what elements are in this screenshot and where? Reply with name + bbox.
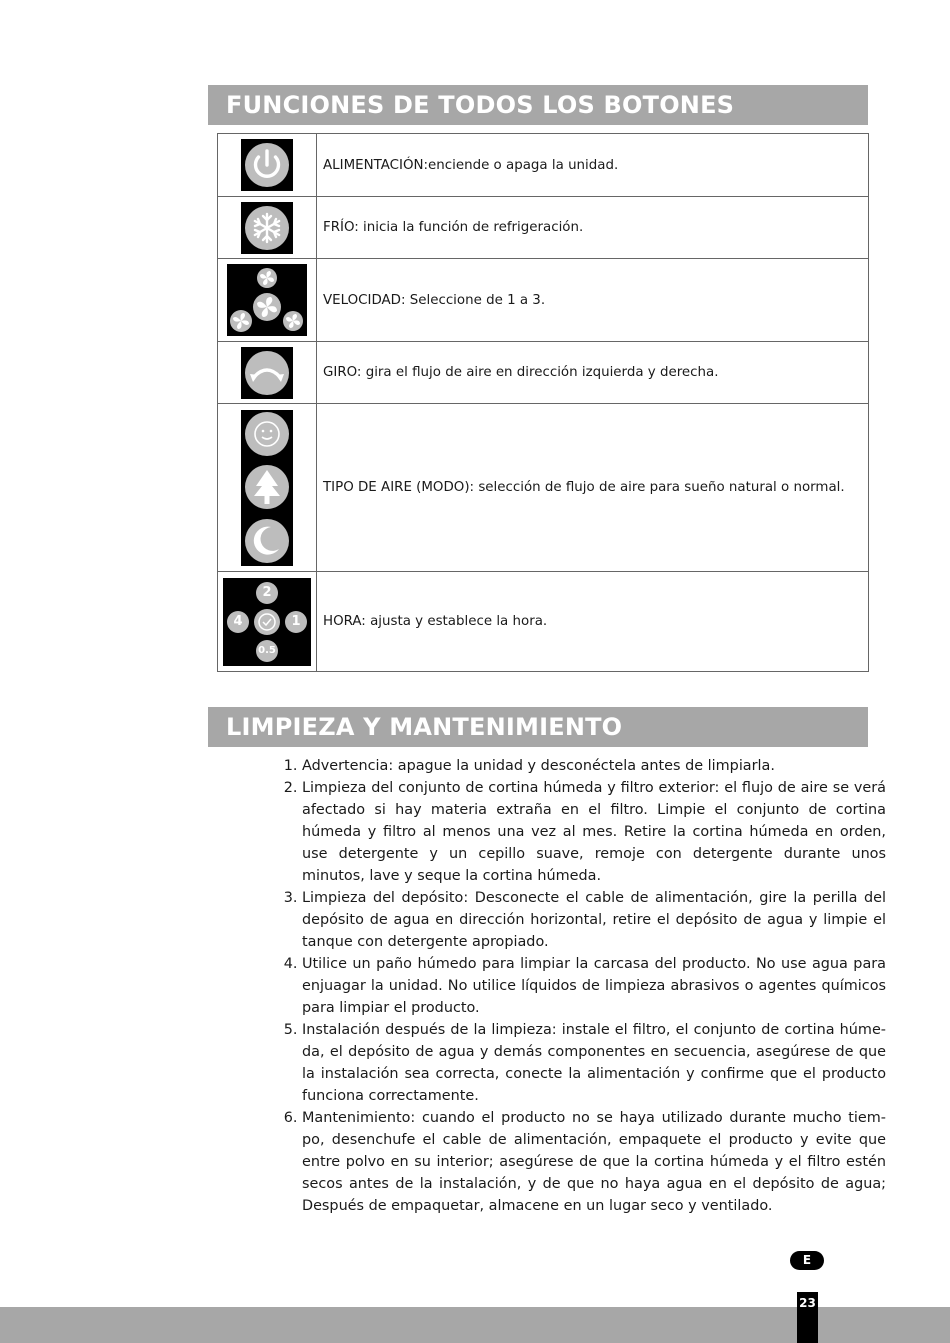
list-item: 2. Limpieza del conjunto de cortina húmeda y filtro exterior: el flujo de aire se verá afectado si hay materia extraña en el filtro. Limpie el conjunto de cortina húmeda y filtro al menos una vez al mes. Retire la cortina húmeda en orden, use detergente y un cepillo suave, remoje con detergente durante unos minutos, lave y seque la cortina húmeda. — [302, 777, 886, 887]
table-row — [218, 259, 869, 342]
moon-icon — [245, 519, 289, 563]
list-item: 4. Utilice un paño húmedo para limpiar la carcasa del producto. No use agua para enjuagar la unidad. No utilice líquidos de limpieza abrasivos o agentes químicos para limpiar el producto. — [302, 953, 886, 1019]
list-item: 5. Instalación después de la limpieza: instale el filtro, el conjunto de cortina húme-da, el depósito de agua y demás componentes en secuencia, asegúrese de que la instalación sea correcta, conecte la alimentación y confirme que el producto funciona correctamente. — [302, 1019, 886, 1107]
function-description: GIRO: gira el flujo de aire en dirección izquierda y derecha. — [317, 342, 869, 404]
section-header-functions — [208, 85, 868, 125]
timer-label-half-hour: 0.5 — [258, 644, 276, 656]
swing-icon — [241, 347, 293, 399]
table-row — [218, 134, 869, 197]
table-row — [218, 197, 869, 259]
language-badge: E — [790, 1251, 824, 1270]
fan-speed-icon — [227, 264, 307, 336]
snowflake-icon — [241, 202, 293, 254]
page-number: 23 — [797, 1292, 818, 1343]
timer-icon — [223, 578, 311, 666]
tree-icon — [245, 465, 289, 509]
timer-label-2h: 2 — [262, 584, 272, 600]
list-item: 6. Mantenimiento: cuando el producto no se haya utilizado durante mucho tiem-po, desenchufe el cable de alimentación, empaquete el producto y evite que entre polvo en su interior; asegúrese de que la cortina húmeda y el filtro estén secos antes de la instalación, y de que no haya agua en el depósito de agua; Después de empaquetar, almacene en un lugar seco y ventilado. — [302, 1107, 886, 1217]
function-description: FRÍO: inicia la función de refrigeración. — [317, 197, 869, 259]
section-title: LIMPIEZA Y MANTENIMIENTO — [226, 713, 623, 741]
function-description: VELOCIDAD: Seleccione de 1 a 3. — [317, 259, 869, 342]
table-row — [218, 572, 869, 672]
section-title: FUNCIONES DE TODOS LOS BOTONES — [226, 91, 735, 119]
list-item: 3. Limpieza del depósito: Desconecte el cable de alimentación, gire la perilla del depósito de agua en dirección horizontal, retire el depósito de agua y limpie el tanque con detergente apropiado. — [302, 887, 886, 953]
list-item: 1. Advertencia: apague la unidad y desconéctela antes de limpiarla. — [302, 755, 886, 777]
power-icon — [241, 139, 293, 191]
table-row — [218, 342, 869, 404]
function-description: ALIMENTACIÓN:enciende o apaga la unidad. — [317, 134, 869, 197]
function-description: TIPO DE AIRE (MODO): selección de flujo de aire para sueño natural o normal. — [317, 404, 869, 572]
timer-label-1h: 1 — [291, 613, 301, 629]
air-mode-icons — [241, 410, 293, 566]
timer-label-4h: 4 — [233, 613, 243, 629]
section-header-cleaning — [208, 707, 868, 747]
maintenance-steps — [284, 755, 886, 1217]
smile-icon — [245, 412, 289, 456]
table-row — [218, 404, 869, 572]
functions-table — [217, 133, 869, 672]
function-description: HORA: ajusta y establece la hora. — [317, 572, 869, 672]
